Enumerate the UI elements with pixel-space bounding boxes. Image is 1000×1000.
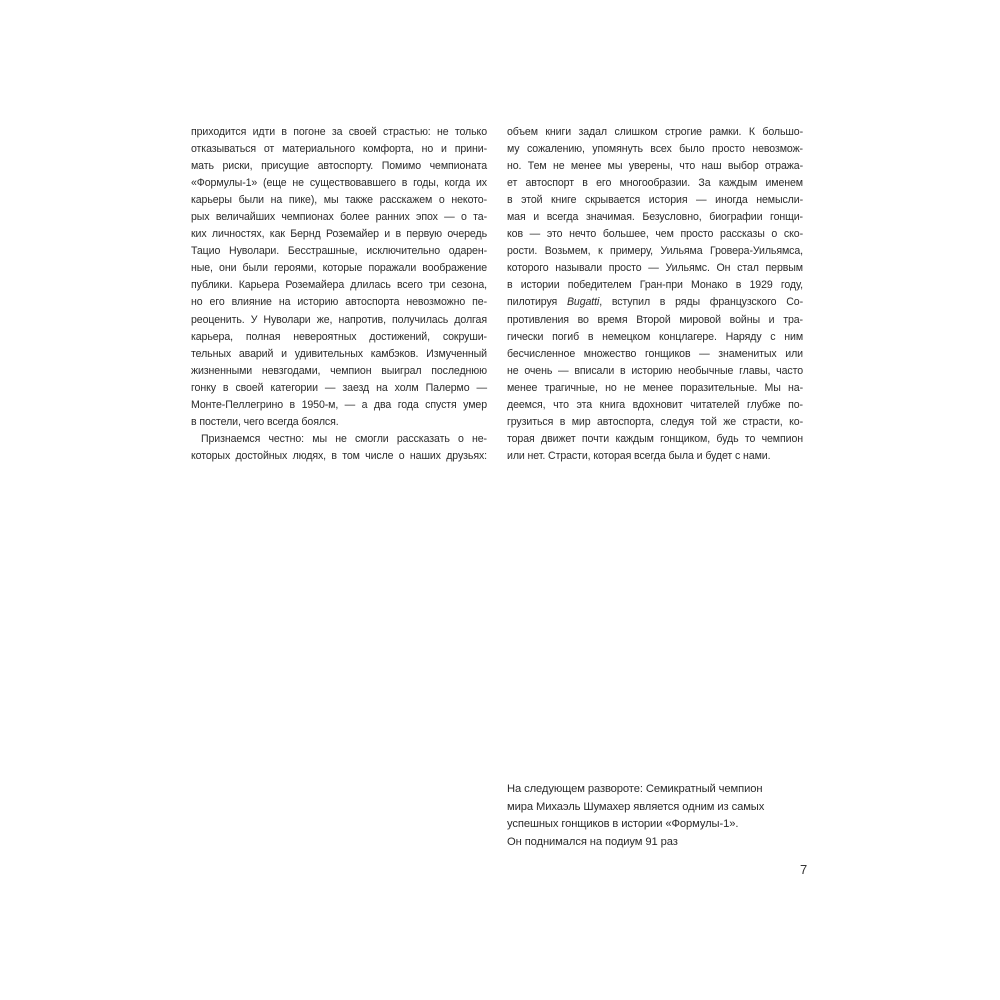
- text-line: карьера, полная невероятных достижений, сокруши-: [191, 330, 487, 343]
- text-line: бесчисленное множество гонщиков — знаменитых или: [507, 347, 803, 360]
- text-line: в истории победителем Гран-при Монако в 1929 году,: [507, 279, 803, 292]
- text-line: в постели, чего всегда боялся.: [191, 415, 339, 428]
- text-line: отказываться от материального комфорта, но и прини-: [191, 143, 487, 156]
- text-line: Тацио Нуволари. Бесстрашные, исключительно одарен-: [191, 245, 487, 258]
- text-line: рости. Возьмем, к примеру, Уильяма Гровера-Уильямса,: [507, 245, 803, 258]
- text-line: тельных аварий и удивительных камбэков. Измученный: [191, 347, 487, 360]
- text-line: противления во время Второй мировой войны и тра-: [507, 313, 803, 326]
- text-line-with-italic: [507, 294, 803, 311]
- left-text-column: [191, 124, 487, 465]
- text-line: приходится идти в погоне за своей страстью: не только: [191, 126, 487, 138]
- text-line: не очень — вписали в историю необычные главы, часто: [507, 364, 803, 377]
- caption-line: мира Михаэль Шумахер является одним из самых: [507, 800, 765, 813]
- text-line: или нет. Страсти, которая всегда была и будет с нами.: [507, 449, 771, 462]
- text-line: грузиться в мир автоспорта, следуя той же страсти, ко-: [507, 415, 803, 428]
- photo-caption: [507, 781, 807, 851]
- text-line: жизненными невзгодами, чемпион выиграл последнюю: [191, 364, 487, 377]
- text-line: которого называли просто — Уильямс. Он стал первым: [507, 262, 803, 275]
- text-line: ких личностях, как Бернд Роземайер и в первую очередь: [191, 228, 487, 241]
- text-line: «Формулы-1» (еще не существовавшего в годы, когда их: [191, 177, 487, 190]
- text-line: ков — это нечто большее, чем просто рассказы о ско-: [507, 228, 803, 241]
- right-text-column: [507, 124, 803, 465]
- text-line: реоценить. У Нуволари же, напротив, получилась долгая: [191, 313, 487, 326]
- text-fragment: , вступил в ряды французского Со-: [599, 296, 803, 309]
- text-line: мая и всегда значимая. Безусловно, биографии гонщи-: [507, 211, 803, 224]
- text-line: объем книги задал слишком строгие рамки. К большо-: [507, 126, 803, 138]
- text-line: ные, они были героями, которые поражали воображение: [191, 262, 487, 275]
- text-line: в этой книге скрывается история — иногда немысли-: [507, 194, 803, 207]
- text-line: карьеры были на пике), мы также расскажем о некото-: [191, 194, 487, 207]
- text-line: ет автоспорт в его многообразии. За каждым именем: [507, 177, 803, 190]
- text-line: деемся, что эта книга вдохновит читателей глубже по-: [507, 398, 803, 411]
- text-line: но. Тем не менее мы уверены, что наш выбор отража-: [507, 160, 803, 173]
- text-line: рых величайших чемпионах более ранних эпох — о та-: [191, 211, 487, 224]
- text-line: гонку в своей категории — заезд на холм Палермо —: [191, 381, 487, 394]
- caption-line: Он поднимался на подиум 91 раз: [507, 835, 678, 848]
- text-line: Монте-Пеллегрино в 1950-м, — а два года спустя умер: [191, 398, 487, 411]
- text-line: мать риски, присущие автоспорту. Помимо чемпионата: [191, 160, 487, 173]
- text-line: которых достойных людях, в том числе о наших друзьях:: [191, 449, 487, 462]
- page-number: 7: [800, 862, 808, 877]
- text-line: публики. Карьера Роземайера длилась всего три сезона,: [191, 279, 487, 292]
- text-fragment: пилотируя: [507, 296, 567, 309]
- text-line: но его влияние на историю автоспорта невозможно пе-: [191, 296, 487, 309]
- text-line: му сожалению, упомянуть всех было просто невозмож-: [507, 143, 803, 156]
- text-line: гически погиб в немецком концлагере. Наряду с ним: [507, 330, 803, 343]
- italic-brand-name: Bugatti: [566, 296, 600, 309]
- text-line: торая движет почти каждым гонщиком, будь то чемпион: [507, 432, 803, 445]
- text-line: менее трагичные, но не менее поразительные. Мы на-: [507, 381, 803, 394]
- paragraph-start-line: Признаемся честно: мы не смогли рассказать о не-: [201, 432, 487, 445]
- caption-line: На следующем развороте: Семикратный чемпион: [507, 783, 763, 795]
- caption-line: успешных гонщиков в истории «Формулы-1».: [507, 818, 739, 830]
